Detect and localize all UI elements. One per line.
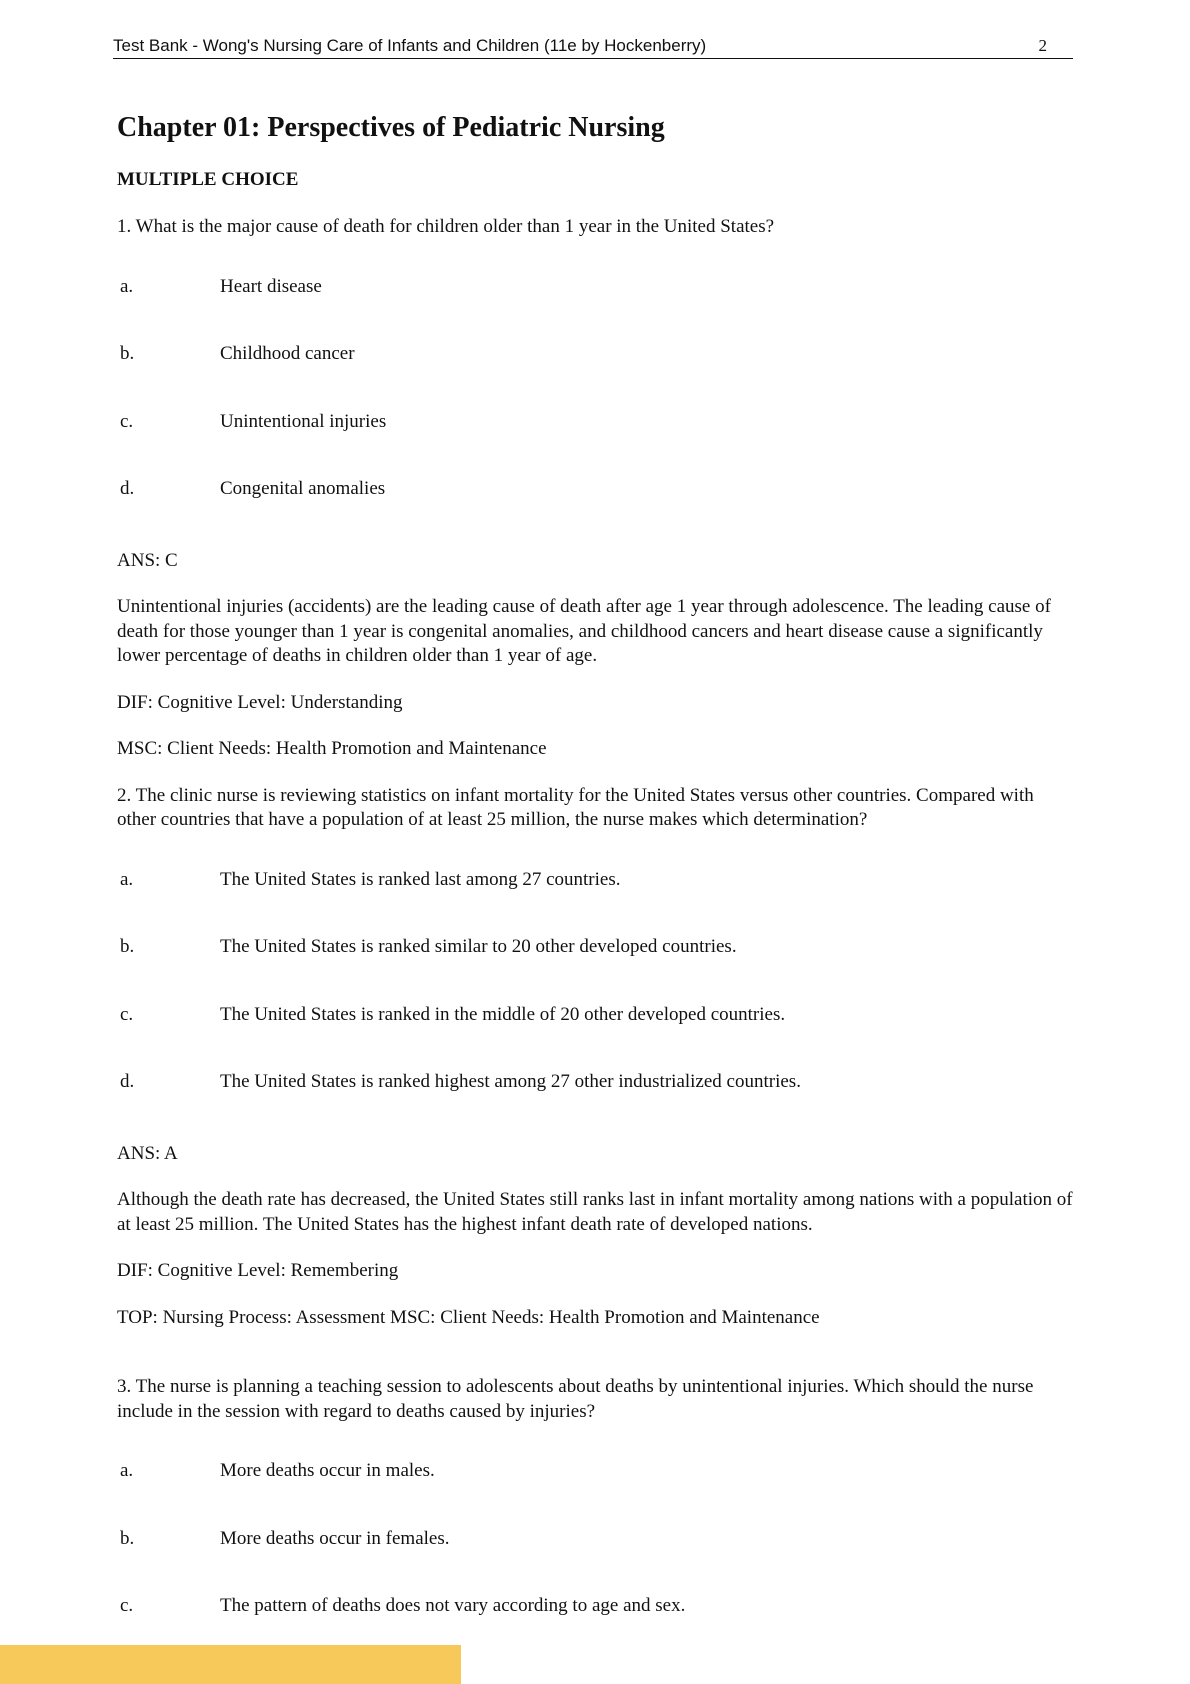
- question-1: [117, 215, 1077, 762]
- rationale: Unintentional injuries (accidents) are the leading cause of death after age 1 year through adolescence. The leading cause of death for those younger than 1 year is congenital anomalies, and childhood cancers and heart disease cause a significantly lower percentage of deaths in children older than 1 year of age.: [117, 596, 1051, 666]
- option-item: [117, 1459, 1077, 1527]
- option-letter: d.: [120, 1071, 135, 1092]
- question-stem: 3. The nurse is planning a teaching session to adolescents about deaths by unintentional injuries. Which should the nurse include in the session with regard to deaths caused by injuries?: [117, 1376, 1034, 1422]
- option-item: [117, 935, 1077, 1003]
- question-2: [117, 784, 1077, 1331]
- option-text: More deaths occur in females.: [220, 1527, 450, 1549]
- option-list: [117, 868, 1077, 1138]
- section-title: MULTIPLE CHOICE: [117, 169, 299, 190]
- page-content: [117, 108, 1077, 1662]
- topic-and-client-needs: TOP: Nursing Process: Assessment MSC: Client Needs: Health Promotion and Maintenance: [117, 1306, 820, 1328]
- page-number: 2: [1038, 36, 1047, 55]
- header-title: Test Bank - Wong's Nursing Care of Infants and Children (11e by Hockenberry): [113, 36, 707, 55]
- option-text: Congenital anomalies: [220, 478, 386, 499]
- answer-key: ANS: C: [117, 549, 178, 571]
- option-item: [117, 477, 1077, 545]
- option-item: [117, 342, 1077, 410]
- option-item: [117, 1003, 1077, 1071]
- option-letter: c.: [120, 1003, 134, 1025]
- option-text: The United States is ranked similar to 20 other developed countries.: [220, 936, 737, 957]
- option-text: More deaths occur in males.: [220, 1460, 435, 1481]
- option-text: The United States is ranked in the middle of 20 other developed countries.: [220, 1003, 786, 1025]
- difficulty-level: DIF: Cognitive Level: Understanding: [117, 691, 403, 713]
- option-item: [117, 1527, 1077, 1595]
- difficulty-level: DIF: Cognitive Level: Remembering: [117, 1260, 399, 1281]
- rationale: Although the death rate has decreased, the United States still ranks last in infant mortality among nations with a population of at least 25 million. The United States has the highest infant death rate of developed nations.: [117, 1189, 1073, 1235]
- option-item: [117, 410, 1077, 478]
- option-text: Unintentional injuries: [220, 410, 387, 432]
- option-text: The United States is ranked highest among 27 other industrialized countries.: [220, 1071, 801, 1092]
- option-list: [117, 275, 1077, 545]
- option-text: Childhood cancer: [220, 343, 355, 364]
- option-letter: b.: [120, 1527, 135, 1549]
- option-letter: a.: [120, 275, 134, 297]
- footer-highlight-bar: [0, 1645, 461, 1684]
- option-letter: c.: [120, 1595, 134, 1616]
- page-header: [113, 34, 1073, 59]
- option-letter: c.: [120, 410, 134, 432]
- option-list: [117, 1459, 1077, 1662]
- question-stem: 1. What is the major cause of death for children older than 1 year in the United States?: [117, 216, 775, 237]
- option-letter: a.: [120, 1460, 134, 1481]
- option-text: Heart disease: [220, 275, 322, 297]
- option-text: The pattern of deaths does not vary according to age and sex.: [220, 1595, 686, 1616]
- client-needs: MSC: Client Needs: Health Promotion and Maintenance: [117, 738, 547, 759]
- option-item: [117, 275, 1077, 343]
- question-3: [117, 1375, 1077, 1662]
- option-item: [117, 868, 1077, 936]
- option-letter: a.: [120, 868, 134, 890]
- option-text: The United States is ranked last among 27 countries.: [220, 868, 621, 890]
- option-letter: d.: [120, 478, 135, 499]
- answer-key: ANS: A: [117, 1142, 178, 1164]
- chapter-title: Chapter 01: Perspectives of Pediatric Nursing: [117, 112, 665, 143]
- option-letter: b.: [120, 936, 135, 957]
- option-letter: b.: [120, 343, 135, 364]
- option-item: [117, 1070, 1077, 1138]
- question-stem: 2. The clinic nurse is reviewing statistics on infant mortality for the United States versus other countries. Compared with other countries that have a population of at least 25 million, the nurse makes which determination?: [117, 784, 1034, 830]
